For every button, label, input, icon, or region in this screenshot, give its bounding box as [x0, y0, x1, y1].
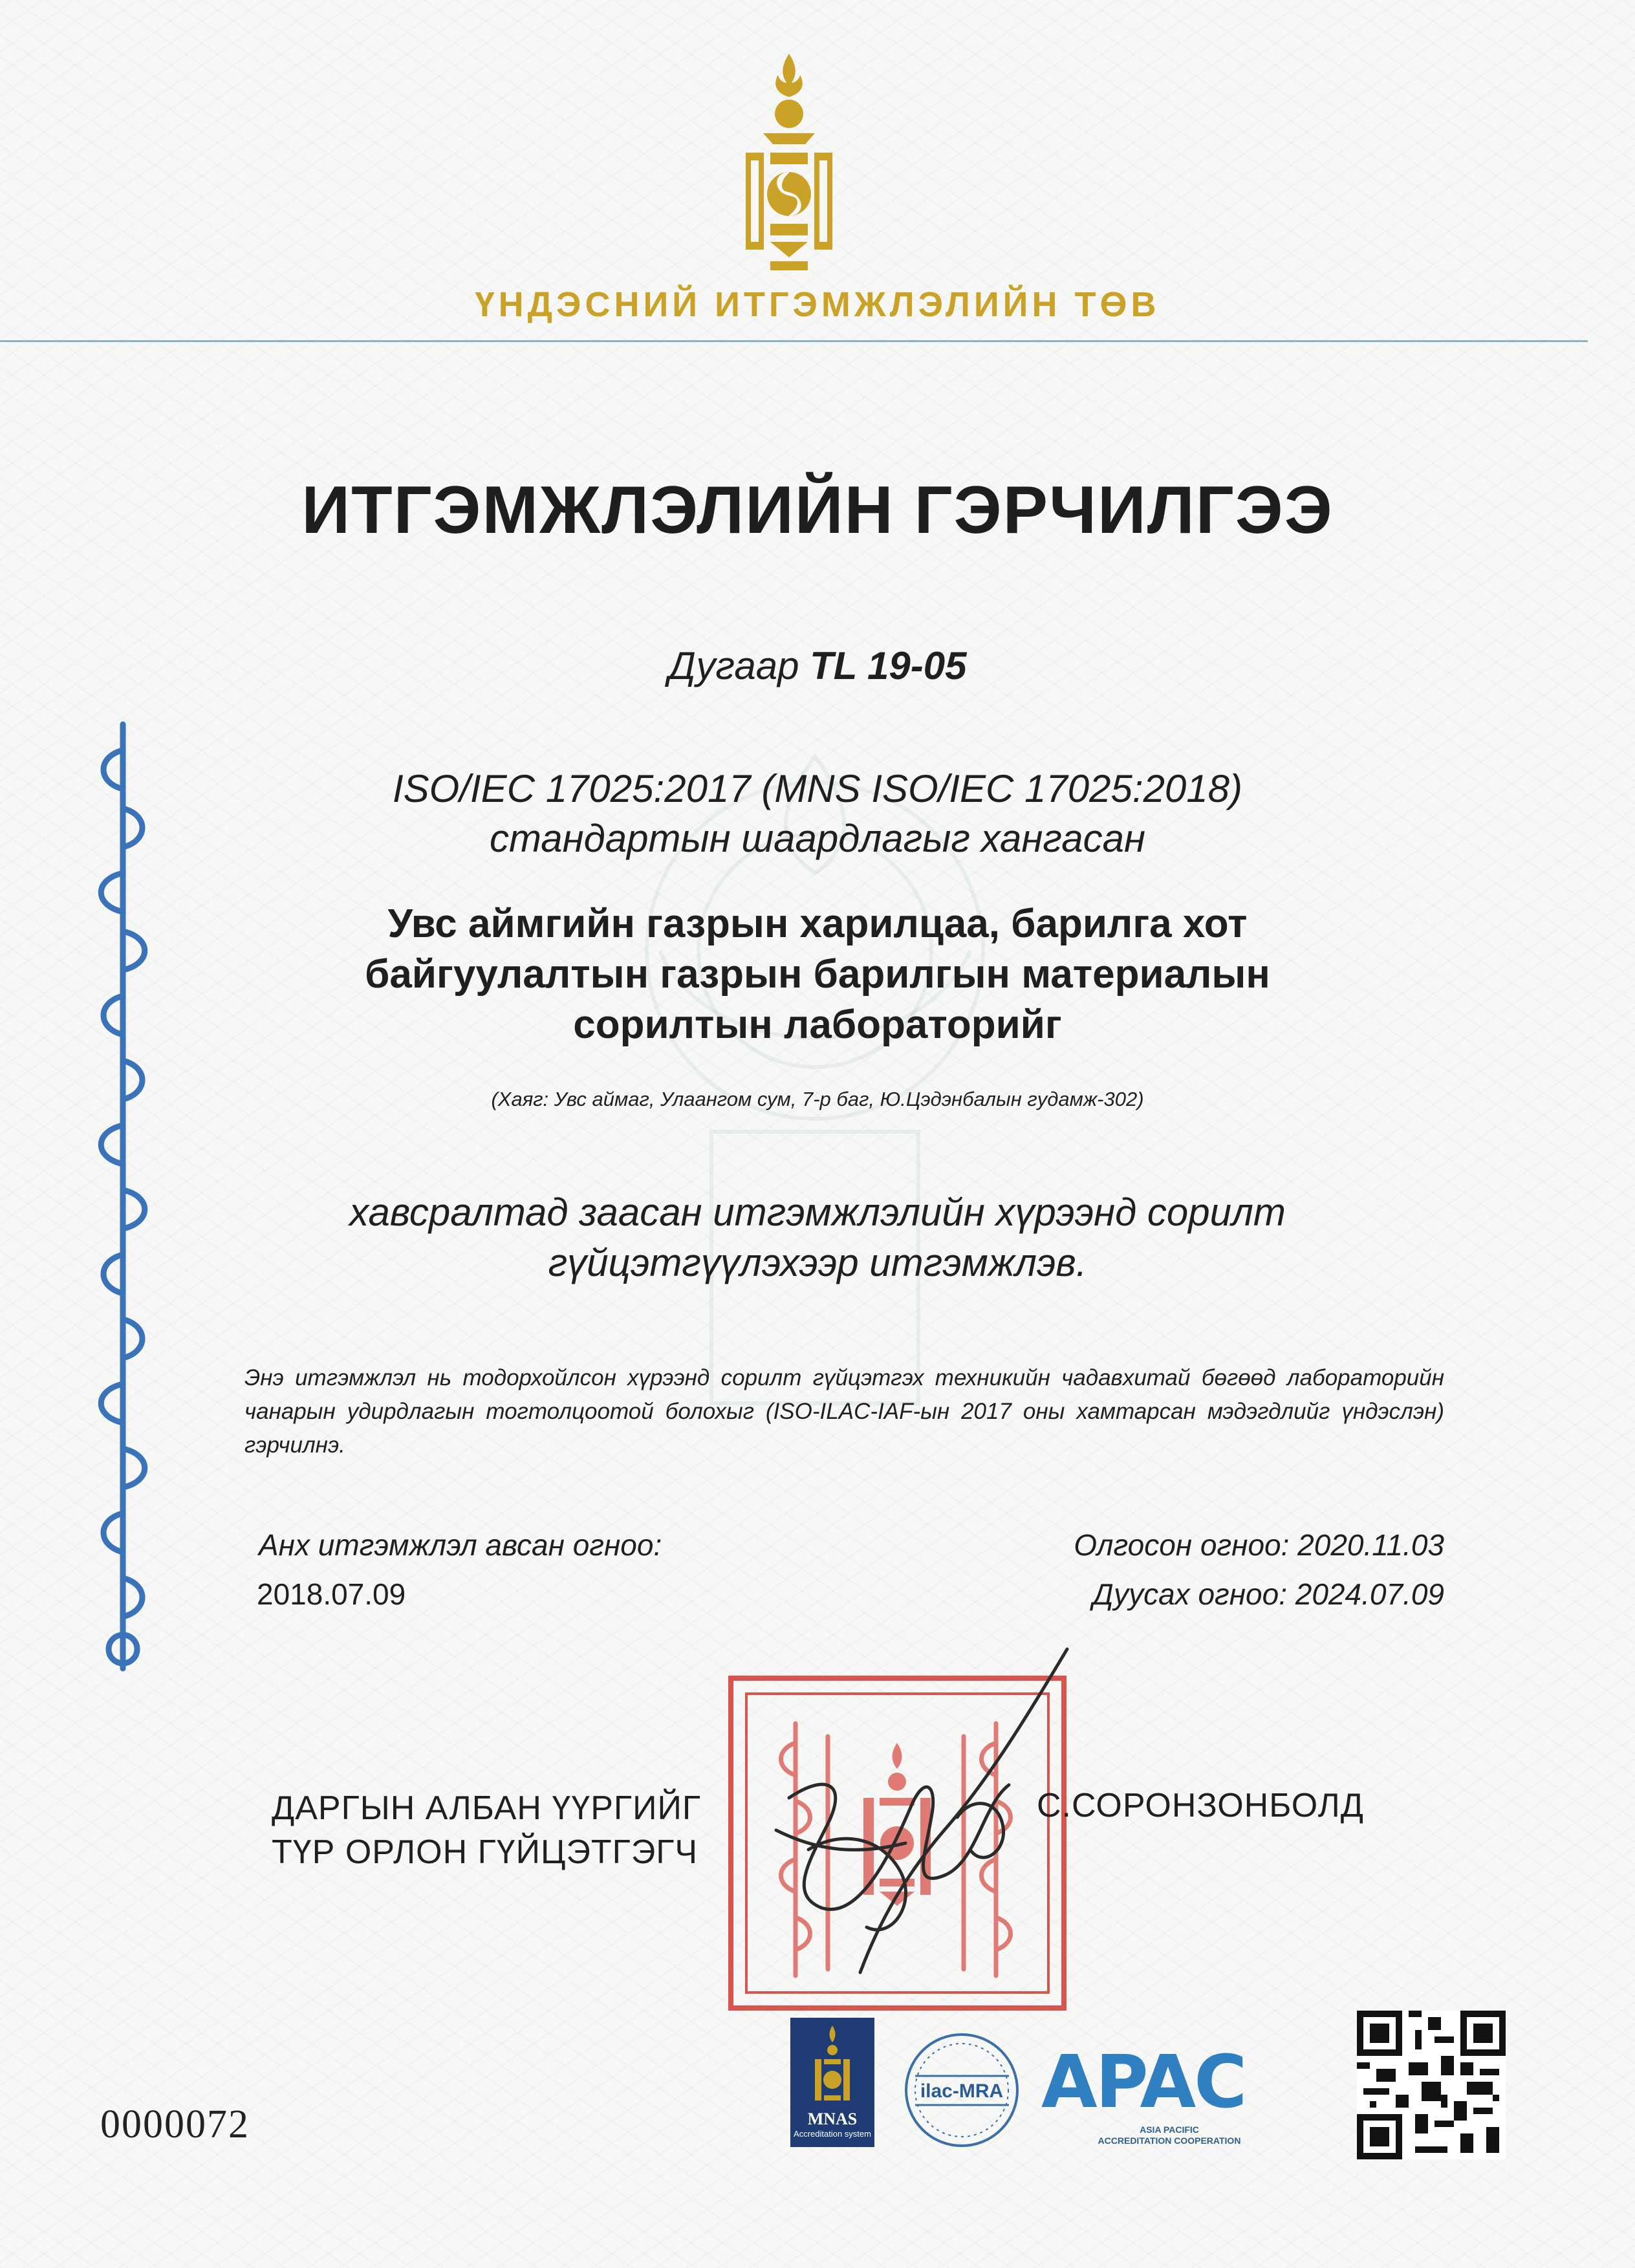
mnas-label: MNAS	[807, 2110, 858, 2128]
signatory-title-line-1: ДАРГЫН АЛБАН ҮҮРГИЙГ	[272, 1789, 701, 1827]
statement-paragraph: Энэ итгэмжлэл нь тодорхойлсон хүрээнд сорилт гүйцэтгэх техникийн чадавхитай бөгөөд лабораторийн чанарын удирдлагын тогтолцоотой болохыг (ISO-ILAC-IAF-ын 2017 оны хамтарсан мэдэгдлийг үндэслэн) гэрчилнэ.	[244, 1365, 1444, 1458]
apac-logo-text: APAC	[1041, 2040, 1246, 2124]
certificate-title: ИТГЭМЖЛЭЛИЙН ГЭРЧИЛГЭЭ	[301, 473, 1334, 548]
organization-name: ҮНДЭСНИЙ ИТГЭМЖЛЭЛИЙН ТӨВ	[475, 285, 1160, 324]
apac-subtitle-line-2: ACCREDITATION COOPERATION	[1098, 2135, 1241, 2146]
handwritten-signature	[750, 1636, 1087, 1998]
expiry-date: Дуусах огноо: 2024.07.09	[1092, 1577, 1444, 1611]
lab-name-line-2: байгуулалтын газрын барилгын материалын	[365, 952, 1270, 997]
serial-number: 0000072	[100, 2102, 250, 2146]
issued-date: Олгосон огноо: 2020.11.03	[1074, 1528, 1444, 1562]
lab-name-line-1: Увс аймгийн газрын харилцаа, барилга хот	[387, 902, 1248, 946]
laboratory-address: (Хаяг: Увс аймаг, Улаангом сум, 7-р баг, Ю.Цэдэнбалын гудамж-302)	[491, 1088, 1144, 1110]
first-accreditation-date: 2018.07.09	[257, 1577, 406, 1611]
soyombo-emblem	[728, 50, 850, 277]
apac-subtitle-line-1: ASIA PACIFIC	[1140, 2124, 1199, 2135]
qr-code[interactable]	[1357, 2010, 1506, 2160]
number-value: TL 19-05	[810, 644, 967, 687]
signatory-name: С.СОРОНЗОНБОЛД	[1037, 1787, 1364, 1824]
signatory-title-line-2: ТҮР ОРЛОН ГҮЙЦЭТГЭГЧ	[272, 1833, 698, 1871]
scope-line-2: гүйцэтгүүлэхээр итгэмжлэв.	[548, 1241, 1087, 1284]
apac-subtitle	[1072, 2124, 1266, 2146]
ilac-mra-logo	[902, 2031, 1022, 2150]
laboratory-name	[0, 899, 1635, 1050]
first-accreditation-label: Анх итгэмжлэл авсан огноо:	[259, 1528, 662, 1562]
ilac-mra-label: ilac-MRA	[920, 2080, 1004, 2102]
number-label: Дугаар	[668, 644, 799, 687]
signatory-title	[272, 1786, 701, 1874]
mnas-subtitle: Accreditation system	[794, 2129, 871, 2139]
standard-line-1: ISO/IEC 17025:2017 (MNS ISO/IEC 17025:2018)	[392, 767, 1243, 810]
header-divider	[0, 340, 1588, 342]
certificate-number	[0, 643, 1635, 688]
standard-line-2: стандартын шаардлагыг хангасан	[489, 817, 1146, 860]
lab-name-line-3: сорилтын лабораторийг	[573, 1002, 1062, 1047]
scope-line-1: хавсралтад заасан итгэмжлэлийн хүрээнд сорилт	[349, 1191, 1286, 1234]
